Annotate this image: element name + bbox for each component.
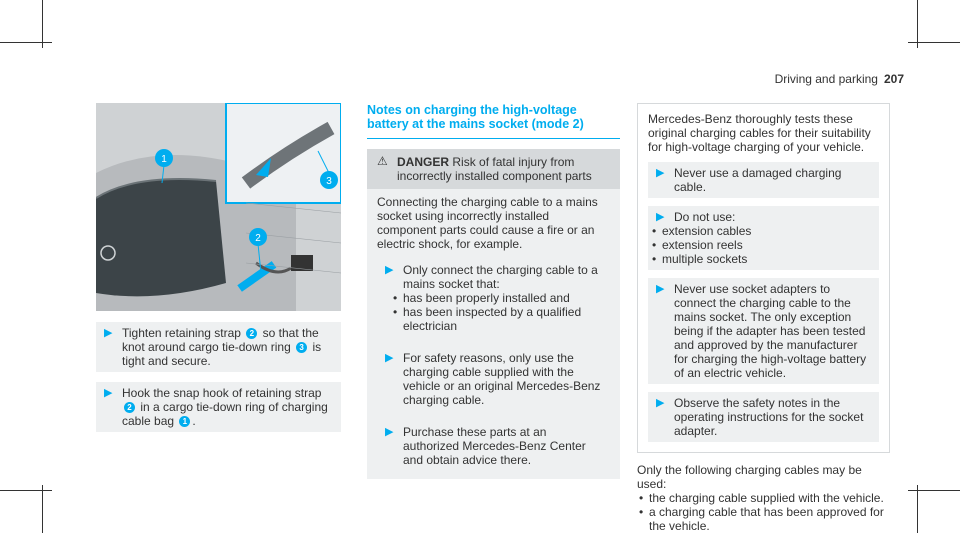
callout-2-label: 2 bbox=[255, 233, 261, 244]
list-item: • has been properly installed and bbox=[391, 291, 604, 305]
danger-text: Risk of fatal injury from incorrectly installed component parts bbox=[397, 155, 592, 183]
callout-2-icon: 2 bbox=[124, 402, 135, 413]
step-arrow-icon: ▶ bbox=[656, 211, 665, 223]
step-text: Only connect the charging cable to a mains socket that: bbox=[403, 263, 598, 291]
middle-column bbox=[367, 103, 620, 479]
crop-mark bbox=[0, 490, 52, 491]
list-item: • multiple sockets bbox=[650, 252, 873, 266]
crop-mark bbox=[908, 42, 960, 43]
step-arrow-icon: ▶ bbox=[104, 327, 113, 339]
step-text: For safety reasons, only use the charging cable supplied with the vehicle or an original Mercedes-Benz charging cable. bbox=[403, 351, 601, 407]
crop-mark bbox=[917, 0, 918, 48]
step-arrow-icon: ▶ bbox=[385, 352, 394, 364]
step-text: Never use a damaged charging cable. bbox=[674, 166, 842, 194]
callout-2-icon: 2 bbox=[246, 328, 257, 339]
step-no-adapters bbox=[648, 278, 879, 384]
following-cables: Only the following charging cables may be used: bbox=[637, 463, 862, 491]
list-item: • the charging cable supplied with the vehicle. bbox=[637, 491, 890, 505]
step-text: is tight and secure. bbox=[122, 340, 322, 368]
page-number: 207 bbox=[883, 72, 904, 86]
step-text: Tighten retaining strap bbox=[122, 326, 241, 340]
callout-3-icon: 3 bbox=[296, 342, 307, 353]
danger-box-body bbox=[367, 189, 620, 479]
list-item: • extension cables bbox=[650, 224, 873, 238]
list-item: • a charging cable that has been approved for the vehicle. bbox=[637, 505, 890, 533]
step-arrow-icon: ▶ bbox=[656, 397, 665, 409]
danger-label: DANGER bbox=[397, 155, 450, 169]
step-text: Purchase these parts at an authorized Mercedes-Benz Center and obtain advice there. bbox=[403, 425, 586, 467]
list-item: • extension reels bbox=[650, 238, 873, 252]
section-heading: Notes on charging the high-voltage battery at the mains socket (mode 2) bbox=[367, 103, 620, 139]
danger-box-header bbox=[367, 149, 620, 189]
info-intro: Mercedes-Benz thoroughly tests these original charging cables for their suitability for high-voltage charging of your vehicle. bbox=[648, 112, 871, 154]
step-text: Hook the snap hook of retaining strap bbox=[122, 386, 322, 400]
callout-1-icon: 1 bbox=[179, 416, 190, 427]
step-safety-cable bbox=[377, 347, 610, 411]
step-hook-snap bbox=[96, 382, 341, 432]
left-column bbox=[96, 322, 341, 442]
crop-mark bbox=[917, 485, 918, 533]
right-column bbox=[637, 103, 890, 533]
page-header bbox=[775, 72, 904, 86]
step-purchase bbox=[377, 421, 610, 471]
list-item: • has been inspected by a qualified electrician bbox=[391, 305, 604, 333]
step-text: Do not use: bbox=[674, 210, 736, 224]
crop-mark bbox=[908, 490, 960, 491]
step-text: in a cargo tie-down ring of charging cable bag bbox=[122, 400, 328, 428]
step-arrow-icon: ▶ bbox=[385, 426, 394, 438]
step-arrow-icon: ▶ bbox=[656, 283, 665, 295]
step-text: Observe the safety notes in the operating instructions for the socket adapter. bbox=[674, 396, 864, 438]
step-tighten-strap bbox=[96, 322, 341, 372]
step-text: Never use socket adapters to connect the charging cable to the mains socket. The only exception being if the adapter has been tested and approved by the manufacturer for charging the high-voltage battery of an electric vehicle. bbox=[674, 282, 867, 380]
callout-3-label: 3 bbox=[326, 176, 332, 187]
charging-cable-bag-illustration bbox=[96, 103, 341, 311]
callout-1-label: 1 bbox=[161, 154, 167, 165]
step-only-connect bbox=[377, 259, 610, 337]
step-text: . bbox=[192, 414, 196, 428]
step-no-damaged bbox=[648, 162, 879, 198]
crop-mark bbox=[0, 42, 52, 43]
info-box bbox=[637, 103, 890, 453]
step-arrow-icon: ▶ bbox=[656, 167, 665, 179]
step-arrow-icon: ▶ bbox=[385, 264, 394, 276]
step-text: so that the knot around cargo tie-down ring bbox=[122, 326, 319, 354]
step-observe-notes bbox=[648, 392, 879, 442]
crop-mark bbox=[42, 485, 43, 533]
warning-icon: ⚠ bbox=[377, 154, 388, 168]
step-arrow-icon: ▶ bbox=[104, 387, 113, 399]
step-do-not-use bbox=[648, 206, 879, 270]
crop-mark bbox=[42, 0, 43, 48]
section-title: Driving and parking bbox=[774, 72, 878, 86]
danger-body: Connecting the charging cable to a mains socket using incorrectly installed component parts could cause a fire or an electric shock, for example. bbox=[377, 195, 598, 251]
